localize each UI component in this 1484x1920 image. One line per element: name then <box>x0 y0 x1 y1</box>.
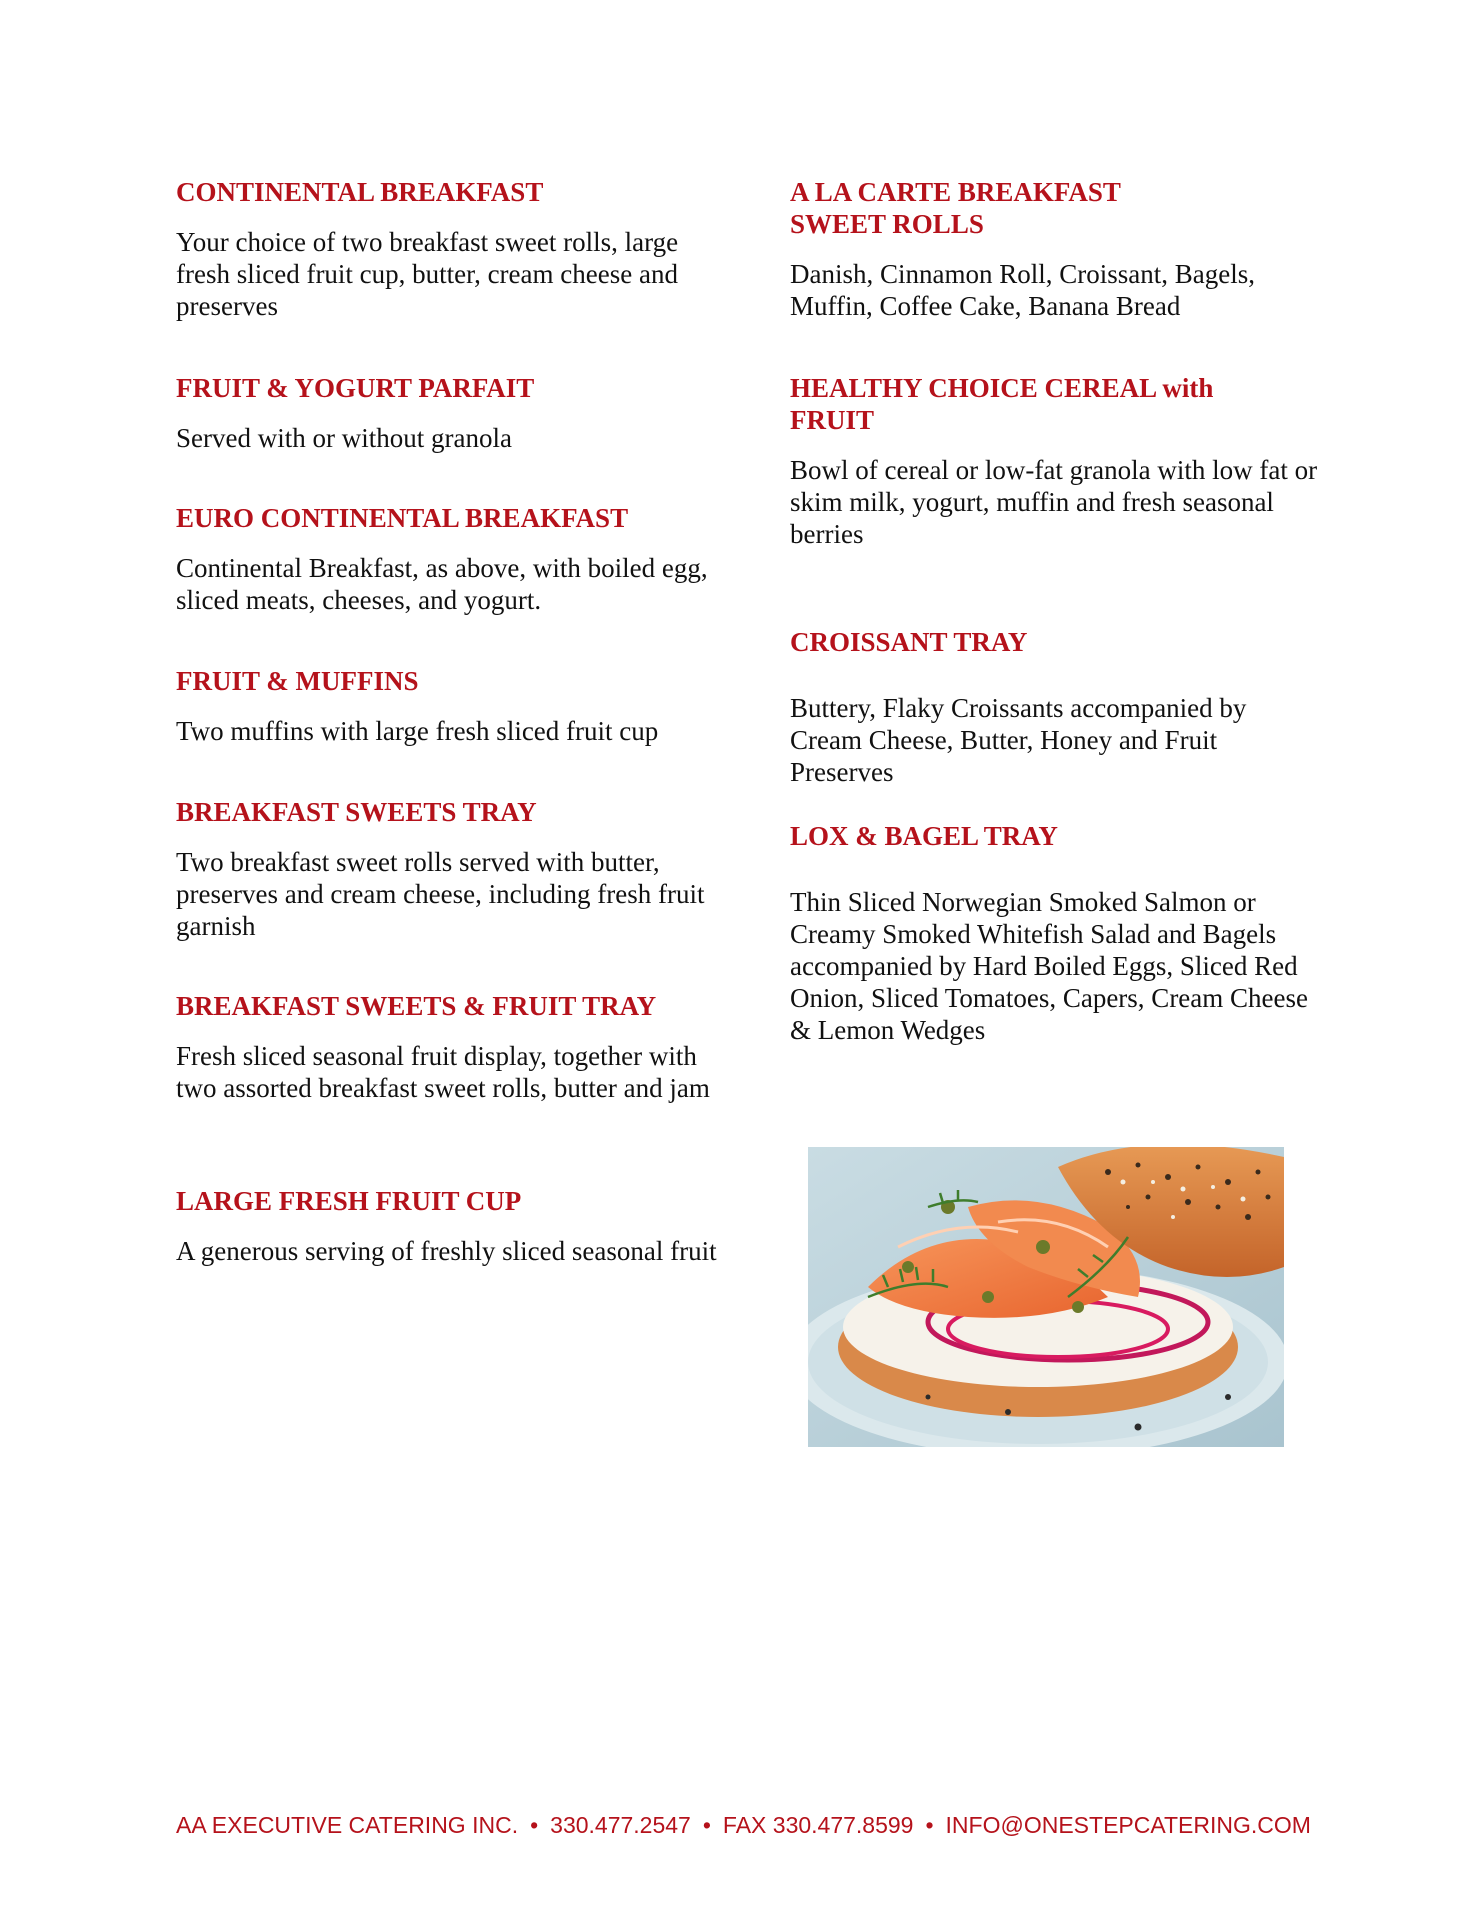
footer-separator: • <box>925 1812 934 1838</box>
footer-separator: • <box>702 1812 711 1838</box>
menu-item-title: FRUIT & MUFFINS <box>176 666 419 696</box>
menu-item-a-la-carte-sweet-rolls <box>790 176 1170 240</box>
footer-contact-line <box>176 1812 1366 1839</box>
menu-item-lox-bagel-tray <box>790 820 1350 1046</box>
menu-item-description: Fresh sliced seasonal fruit display, together with two assorted breakfast sweet rolls, butter and jam <box>176 1041 710 1103</box>
menu-item-description: Buttery, Flaky Croissants accompanied by Cream Cheese, Butter, Honey and Fruit Preserves <box>790 693 1247 787</box>
footer-email[interactable]: INFO@ONESTEPCATERING.COM <box>945 1812 1311 1838</box>
menu-item-breakfast-sweets-tray <box>176 796 736 942</box>
menu-item-title: LOX & BAGEL TRAY <box>790 821 1058 851</box>
menu-item-euro-continental-breakfast <box>176 502 736 616</box>
menu-item-title: BREAKFAST SWEETS TRAY <box>176 797 537 827</box>
lox-bagel-illustration <box>808 1147 1284 1447</box>
menu-item-croissant-tray <box>790 626 1350 788</box>
menu-item-title: CONTINENTAL BREAKFAST <box>176 177 544 207</box>
menu-item-large-fresh-fruit-cup <box>176 1185 736 1267</box>
menu-item-title: LARGE FRESH FRUIT CUP <box>176 1186 522 1216</box>
menu-item-fruit-yogurt-parfait <box>176 372 736 454</box>
menu-item-description: Continental Breakfast, as above, with boiled egg, sliced meats, cheeses, and yogurt. <box>176 553 708 615</box>
menu-item-description: Two muffins with large fresh sliced fruit cup <box>176 716 659 746</box>
menu-item-title: HEALTHY CHOICE CEREAL with FRUIT <box>790 373 1214 435</box>
menu-item-healthy-choice-cereal <box>790 372 1318 550</box>
menu-item-fruit-muffins <box>176 665 736 747</box>
footer-phone: 330.477.2547 <box>550 1812 691 1838</box>
footer-fax: FAX 330.477.8599 <box>722 1812 914 1838</box>
menu-item-title: A LA CARTE BREAKFAST SWEET ROLLS <box>790 177 1121 239</box>
menu-item-description: Served with or without granola <box>176 423 512 453</box>
lox-bagel-photo <box>808 1147 1284 1447</box>
menu-item-description: Your choice of two breakfast sweet rolls, large fresh sliced fruit cup, butter, cream cheese and preserves <box>176 227 679 321</box>
menu-item-description: Two breakfast sweet rolls served with butter, preserves and cream cheese, including fresh fruit garnish <box>176 847 705 941</box>
menu-item-title: CROISSANT TRAY <box>790 627 1028 657</box>
footer-separator: • <box>530 1812 539 1838</box>
menu-item-title: BREAKFAST SWEETS & FRUIT TRAY <box>176 991 657 1021</box>
footer-company: AA EXECUTIVE CATERING INC. <box>176 1812 519 1838</box>
menu-item-description: A generous serving of freshly sliced seasonal fruit <box>176 1236 717 1266</box>
menu-item-description: Thin Sliced Norwegian Smoked Salmon or Creamy Smoked Whitefish Salad and Bagels accompanied by Hard Boiled Eggs, Sliced Red Onion, Sliced Tomatoes, Capers, Cream Cheese & Lemon Wedges <box>790 887 1308 1045</box>
menu-item-breakfast-sweets-fruit-tray <box>176 990 736 1104</box>
menu-item-title: FRUIT & YOGURT PARFAIT <box>176 373 535 403</box>
menu-item-description: Danish, Cinnamon Roll, Croissant, Bagels, Muffin, Coffee Cake, Banana Bread <box>790 259 1255 321</box>
menu-item-description: Bowl of cereal or low-fat granola with low fat or skim milk, yogurt, muffin and fresh seasonal berries <box>790 455 1318 549</box>
menu-item-a-la-carte-description-block <box>790 258 1350 322</box>
menu-item-title: EURO CONTINENTAL BREAKFAST <box>176 503 629 533</box>
menu-item-continental-breakfast <box>176 176 736 322</box>
